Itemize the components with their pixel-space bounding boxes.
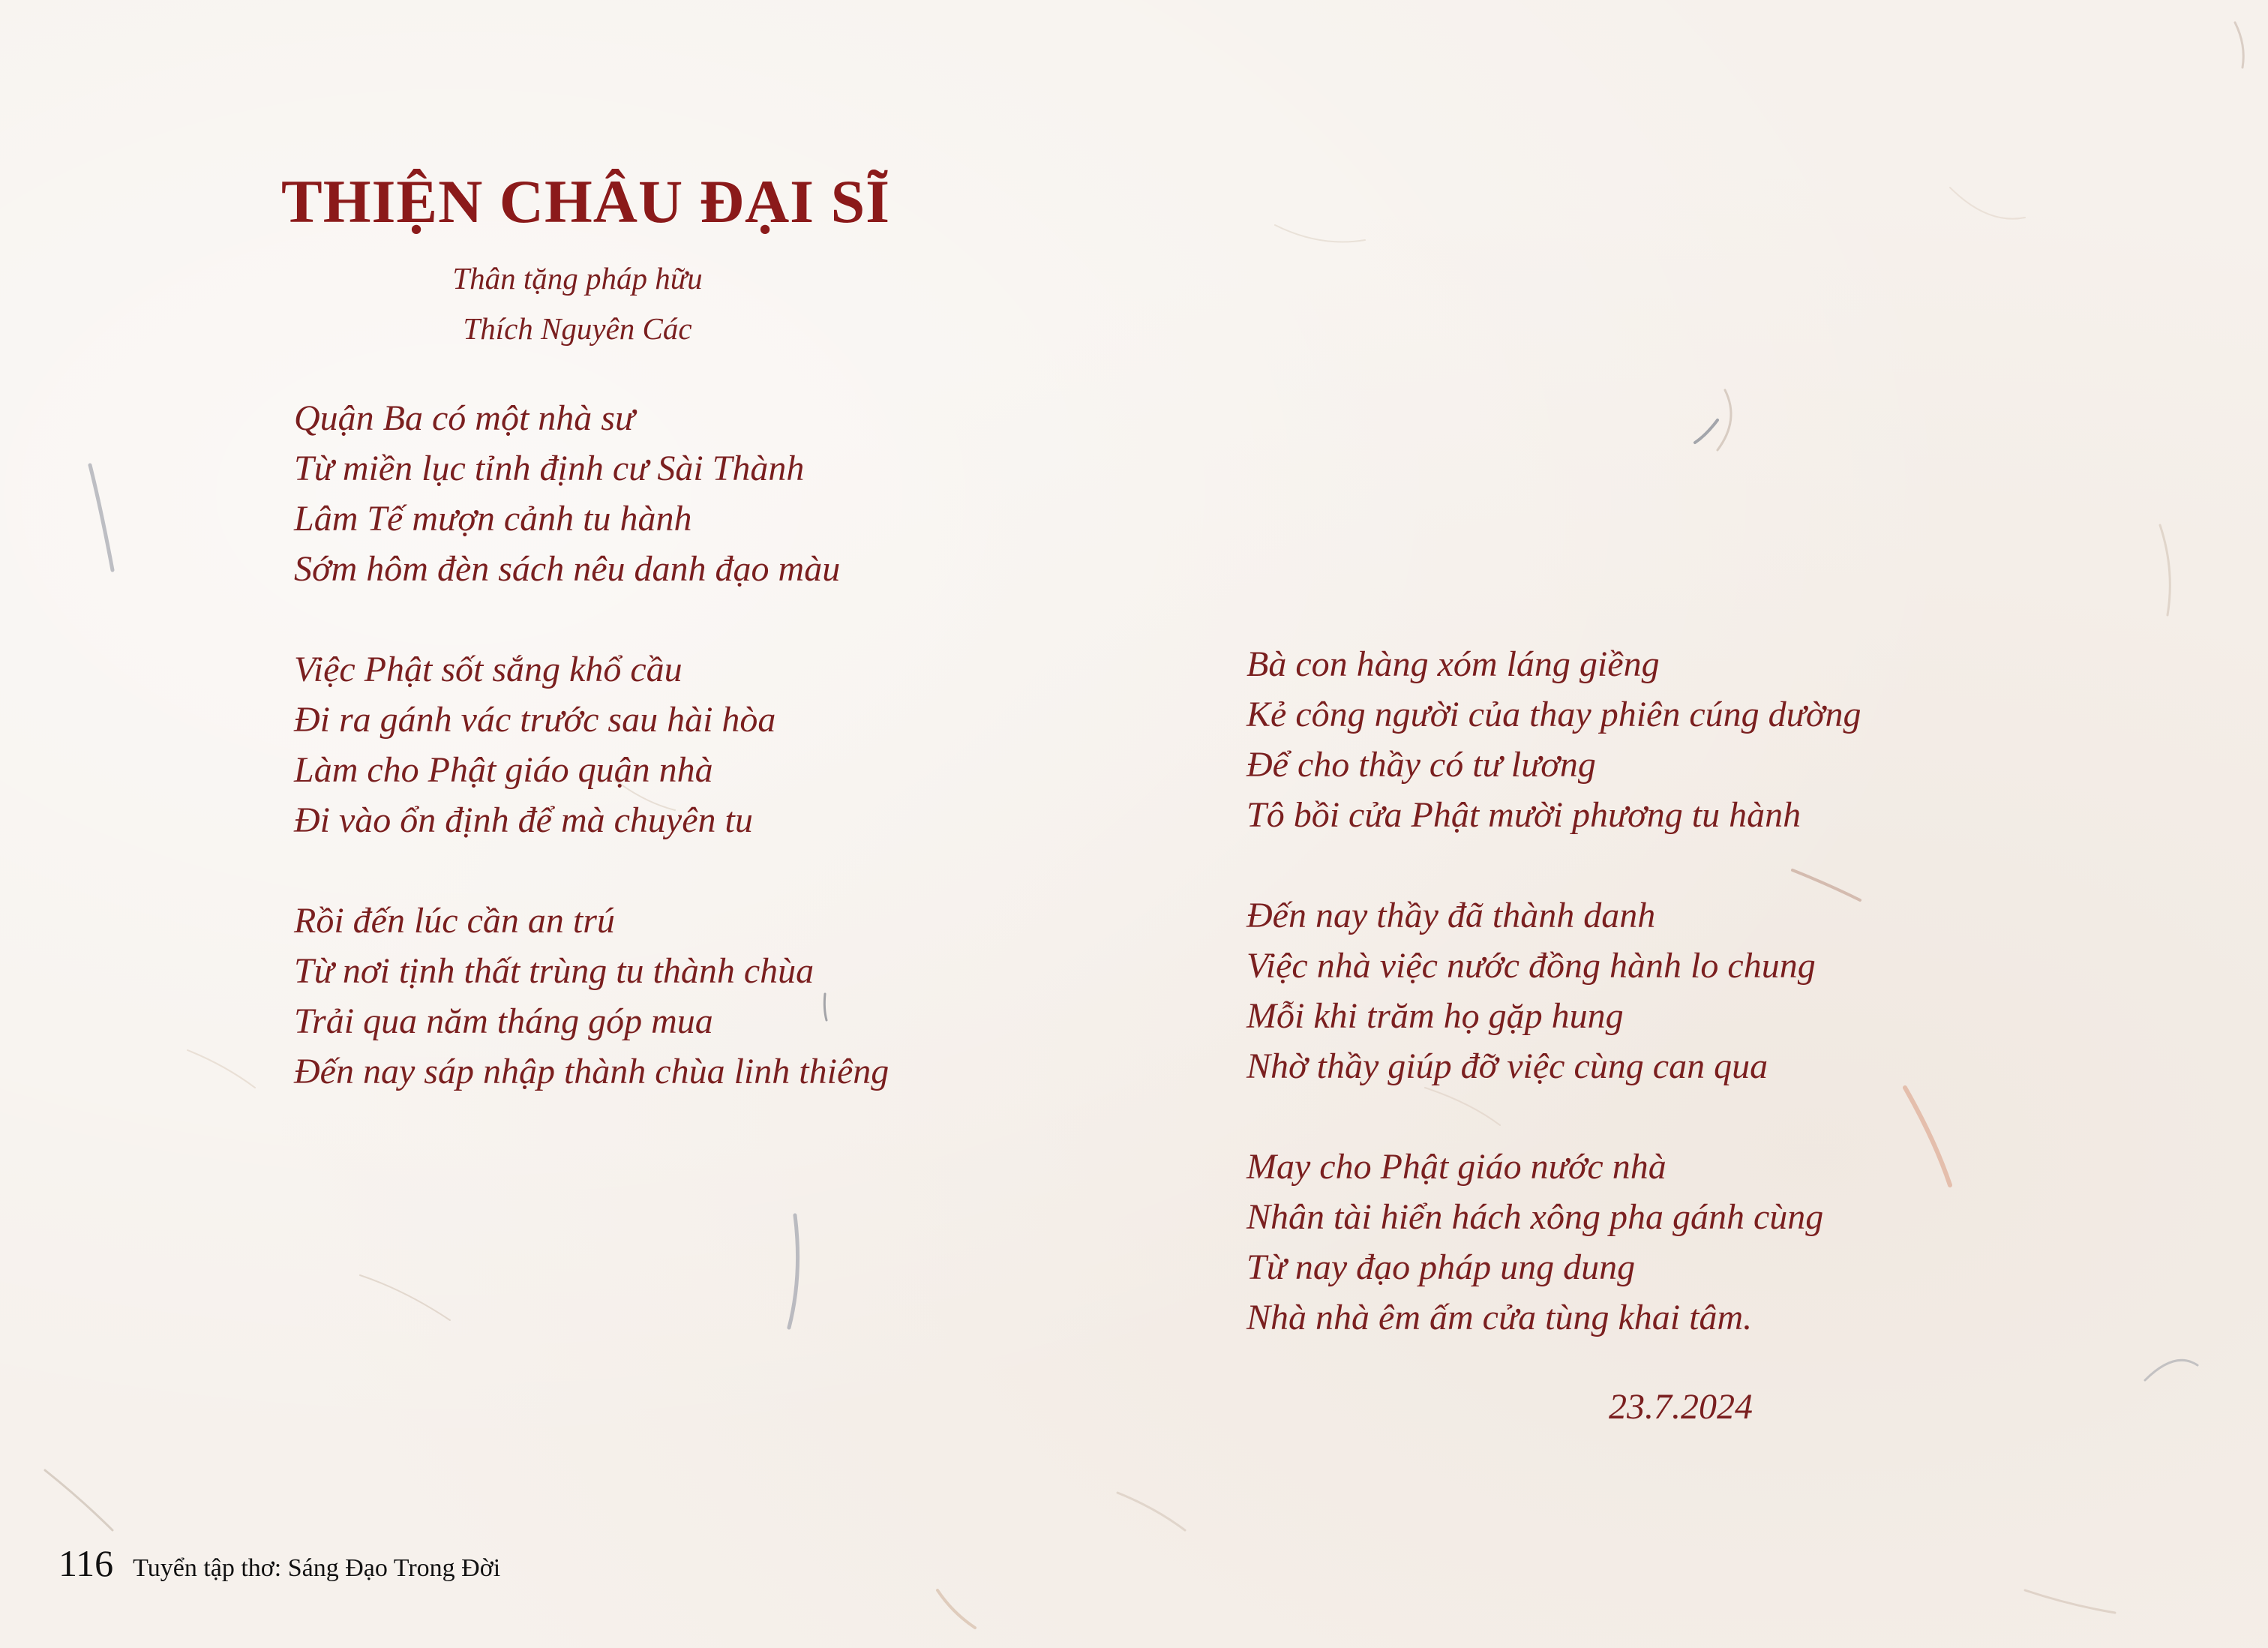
stanza — [1246, 1142, 1861, 1343]
poem-left-column — [294, 393, 889, 1097]
poem-line: Kẻ công người của thay phiên cúng dường — [1246, 695, 1862, 734]
poem-line: Nhân tài hiển hách xông pha gánh cùng — [1246, 1197, 1824, 1237]
stanza — [1246, 890, 1861, 1091]
poem-line: Từ miền lục tỉnh định cư Sài Thành — [294, 449, 805, 488]
poem-line: Từ nay đạo pháp ung dung — [1246, 1247, 1636, 1287]
poem-line: May cho Phật giáo nước nhà — [1246, 1147, 1666, 1187]
poem-right-column — [1246, 639, 1861, 1343]
page-number: 116 — [58, 1542, 114, 1584]
poem-line: Việc nhà việc nước đồng hành lo chung — [1246, 946, 1816, 986]
poem-line: Nhà nhà êm ấm cửa tùng khai tâm. — [1246, 1298, 1753, 1337]
poem-date: 23.7.2024 — [1609, 1387, 1753, 1427]
book-title: Tuyển tập thơ: Sáng Đạo Trong Đời — [133, 1554, 501, 1582]
dedication-author: Thích Nguyên Các — [463, 311, 692, 346]
stanza — [1246, 639, 1861, 840]
poem-line: Nhờ thầy giúp đỡ việc cùng can qua — [1246, 1046, 1768, 1086]
poem-line: Bà con hàng xóm láng giềng — [1246, 644, 1660, 684]
poem-line: Việc Phật sốt sắng khổ cầu — [294, 650, 682, 689]
dedication — [420, 254, 735, 354]
poem-title: THIỆN CHÂU ĐẠI SĨ — [281, 167, 891, 236]
poem-line: Tô bồi cửa Phật mười phương tu hành — [1246, 795, 1802, 835]
poem-line: Mỗi khi trăm họ gặp hung — [1246, 996, 1624, 1036]
dedication-line: Thân tặng pháp hữu — [452, 261, 703, 296]
poem-line: Lâm Tế mượn cảnh tu hành — [294, 499, 692, 539]
poem-line: Để cho thầy có tư lương — [1246, 745, 1596, 785]
poem-line: Trải qua năm tháng góp mua — [294, 1001, 713, 1041]
poem-line: Làm cho Phật giáo quận nhà — [294, 750, 713, 790]
poem-line: Đến nay thầy đã thành danh — [1246, 896, 1656, 935]
stanza — [294, 644, 889, 845]
poem-line: Đến nay sáp nhập thành chùa linh thiêng — [294, 1052, 890, 1091]
poem-line: Đi ra gánh vác trước sau hài hòa — [294, 700, 776, 740]
poem-line: Rồi đến lúc cần an trú — [294, 901, 615, 941]
poem-line: Từ nơi tịnh thất trùng tu thành chùa — [294, 951, 814, 991]
stanza — [294, 393, 889, 594]
poem-line: Sớm hôm đèn sách nêu danh đạo màu — [294, 549, 841, 589]
stanza — [294, 896, 889, 1097]
poem-line: Đi vào ổn định để mà chuyên tu — [294, 800, 753, 840]
poem-line: Quận Ba có một nhà sư — [294, 398, 635, 438]
page-footer — [58, 1541, 500, 1585]
